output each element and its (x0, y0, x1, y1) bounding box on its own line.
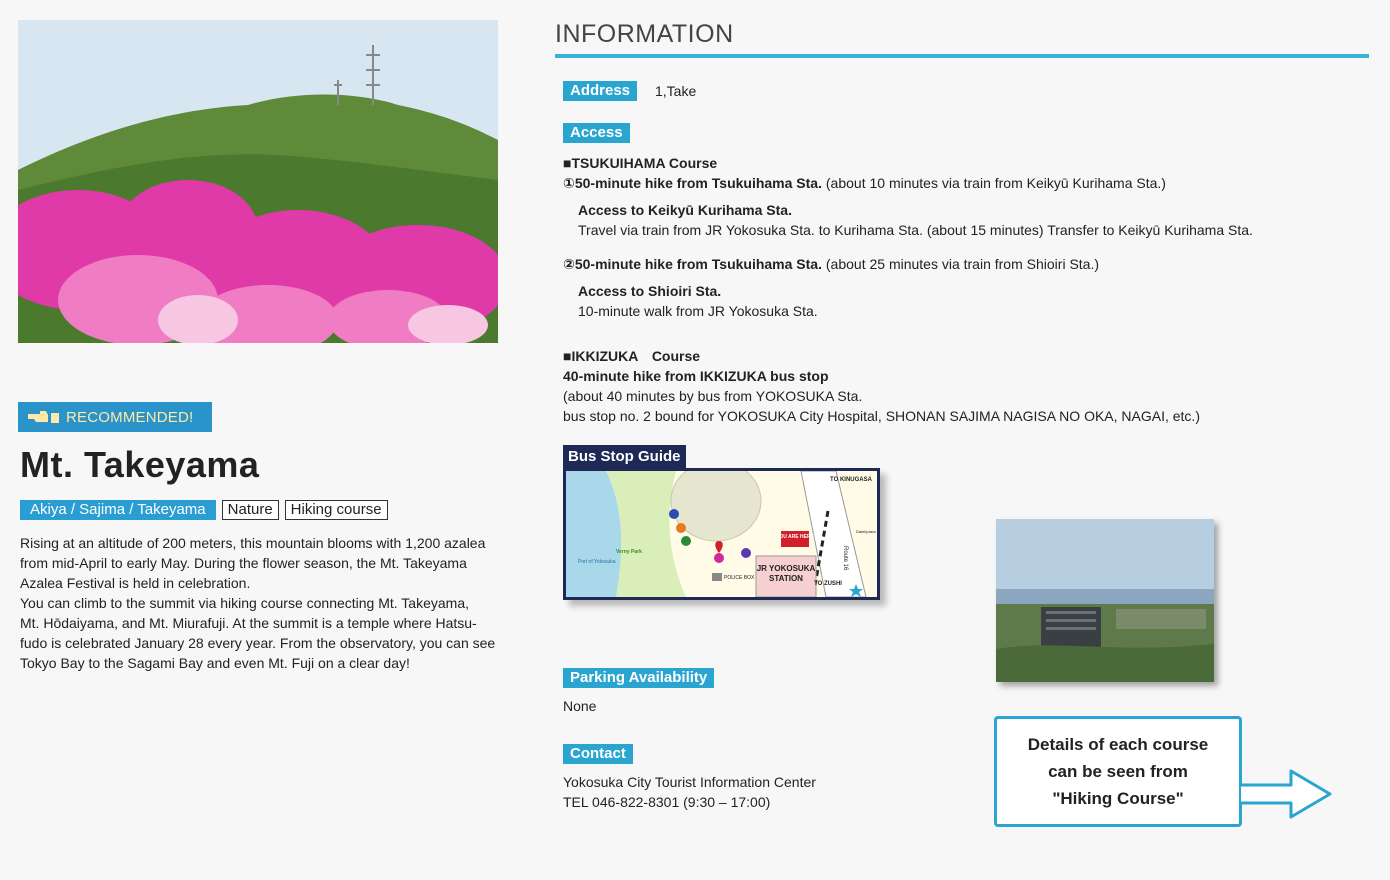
parking-value: None (563, 698, 597, 714)
jr-station-label: JR YOKOSUKA (756, 564, 816, 573)
route-1-sub-heading: Access to Keikyū Kurihama Sta. (578, 202, 792, 218)
ikkizuka-route: 40-minute hike from IKKIZUKA bus stop (563, 368, 829, 384)
description-line: Azalea Festival is held in celebration. (20, 575, 251, 591)
police-box-icon (712, 573, 722, 581)
heading-underline (555, 54, 1369, 58)
bus-stop-1-icon[interactable] (741, 548, 751, 558)
description-line: Tokyo Bay to the Sagami Bay and even Mt. Fuji on a clear day! (20, 655, 410, 671)
bus-stop-guide-label: Bus Stop Guide (563, 445, 686, 469)
tsukuihama-course-heading: ■TSUKUIHAMA Course (563, 155, 718, 171)
route-2-rest: (about 25 minutes via train from Shioiri Sta.) (822, 256, 1100, 272)
ikkizuka-line-3: bus stop no. 2 bound for YOKOSUKA City Hospital, SHONAN SAJIMA NAGISA NO OKA, NAGAI, etc.) (563, 408, 1200, 424)
jr-station-label-2: STATION (769, 574, 803, 583)
description (20, 533, 498, 673)
park-label: Verny Park (616, 549, 642, 555)
arrow-right-icon[interactable] (1238, 768, 1334, 820)
tag-nature[interactable]: Nature (222, 500, 279, 520)
police-box-label: POLICE BOX (724, 575, 755, 581)
to-kinugasa-label: TO KINUGASA (830, 477, 872, 483)
recommended-badge (18, 402, 212, 432)
recommended-label: RECOMMENDED! (66, 408, 194, 426)
bus-stop-4-icon[interactable] (676, 523, 686, 533)
ikkizuka-line-2: (about 40 minutes by bus from YOKOSUKA Sta. (563, 388, 863, 404)
route-16-label: Route 16 (842, 546, 848, 571)
address-label: Address (563, 81, 637, 101)
route-1-rest: (about 10 minutes via train from Keikyū Kurihama Sta.) (822, 175, 1166, 191)
daiei-label: Daiei/pasio (856, 529, 876, 534)
port-label: Port of Yokosuka (578, 559, 616, 565)
city-view-photo (996, 519, 1214, 682)
bus-stop-map[interactable] (563, 468, 880, 600)
tag-hiking-course[interactable]: Hiking course (285, 500, 388, 520)
description-line: Rising at an altitude of 200 meters, this mountain blooms with 1,200 azalea (20, 535, 486, 551)
description-line: fudo is celebrated January 28 every year. From the observatory, you can see (20, 635, 496, 651)
bus-stop-2-icon[interactable] (714, 553, 724, 563)
area-tag[interactable]: Akiya / Sajima / Takeyama (20, 500, 216, 520)
callout-text: Details of each course can be seen from "Hiking Course" (1027, 735, 1209, 808)
route-2-sub-heading: Access to Shioiri Sta. (578, 283, 722, 299)
description-line: You can climb to the summit via hiking course connecting Mt. Takeyama, (20, 595, 469, 611)
page-title: Mt. Takeyama (20, 444, 260, 485)
tag-list (20, 500, 388, 520)
route-2-bold: ②50-minute hike from Tsukuihama Sta. (563, 256, 822, 272)
address-value: 1,Take (655, 83, 697, 99)
information-heading: INFORMATION (555, 20, 734, 48)
ikkizuka-course-heading: ■IKKIZUKA Course (563, 348, 701, 364)
to-zushi-label: TO ZUSHI (814, 581, 842, 587)
route-1 (563, 173, 1166, 193)
pointing-hand-icon (26, 409, 60, 425)
description-line: Mt. Hōdaiyama, and Mt. Miurafuji. At the summit is a temple where Hatsu- (20, 615, 477, 631)
contact-name: Yokosuka City Tourist Information Center (563, 774, 816, 790)
bus-stop-5-icon[interactable] (669, 509, 679, 519)
route-2-sub-text: 10-minute walk from JR Yokosuka Sta. (578, 303, 818, 319)
access-label: Access (563, 123, 630, 143)
bus-stop-3-icon[interactable] (681, 536, 691, 546)
route-1-bold: ①50-minute hike from Tsukuihama Sta. (563, 175, 822, 191)
contact-label: Contact (563, 744, 633, 764)
hiking-course-callout[interactable] (994, 716, 1242, 827)
route-2 (563, 254, 1099, 274)
description-line: from mid-April to early May. During the flower season, the Mt. Takeyama (20, 555, 467, 571)
azalea-mountain-photo (18, 20, 498, 343)
parking-label: Parking Availability (563, 668, 714, 688)
you-are-here-label: YOU ARE HERE (776, 534, 814, 540)
route-1-sub-text: Travel via train from JR Yokosuka Sta. to Kurihama Sta. (about 15 minutes) Transfer to Keikyū Kurihama Sta. (578, 222, 1253, 238)
contact-tel[interactable]: TEL 046-822-8301 (9:30 – 17:00) (563, 794, 771, 810)
